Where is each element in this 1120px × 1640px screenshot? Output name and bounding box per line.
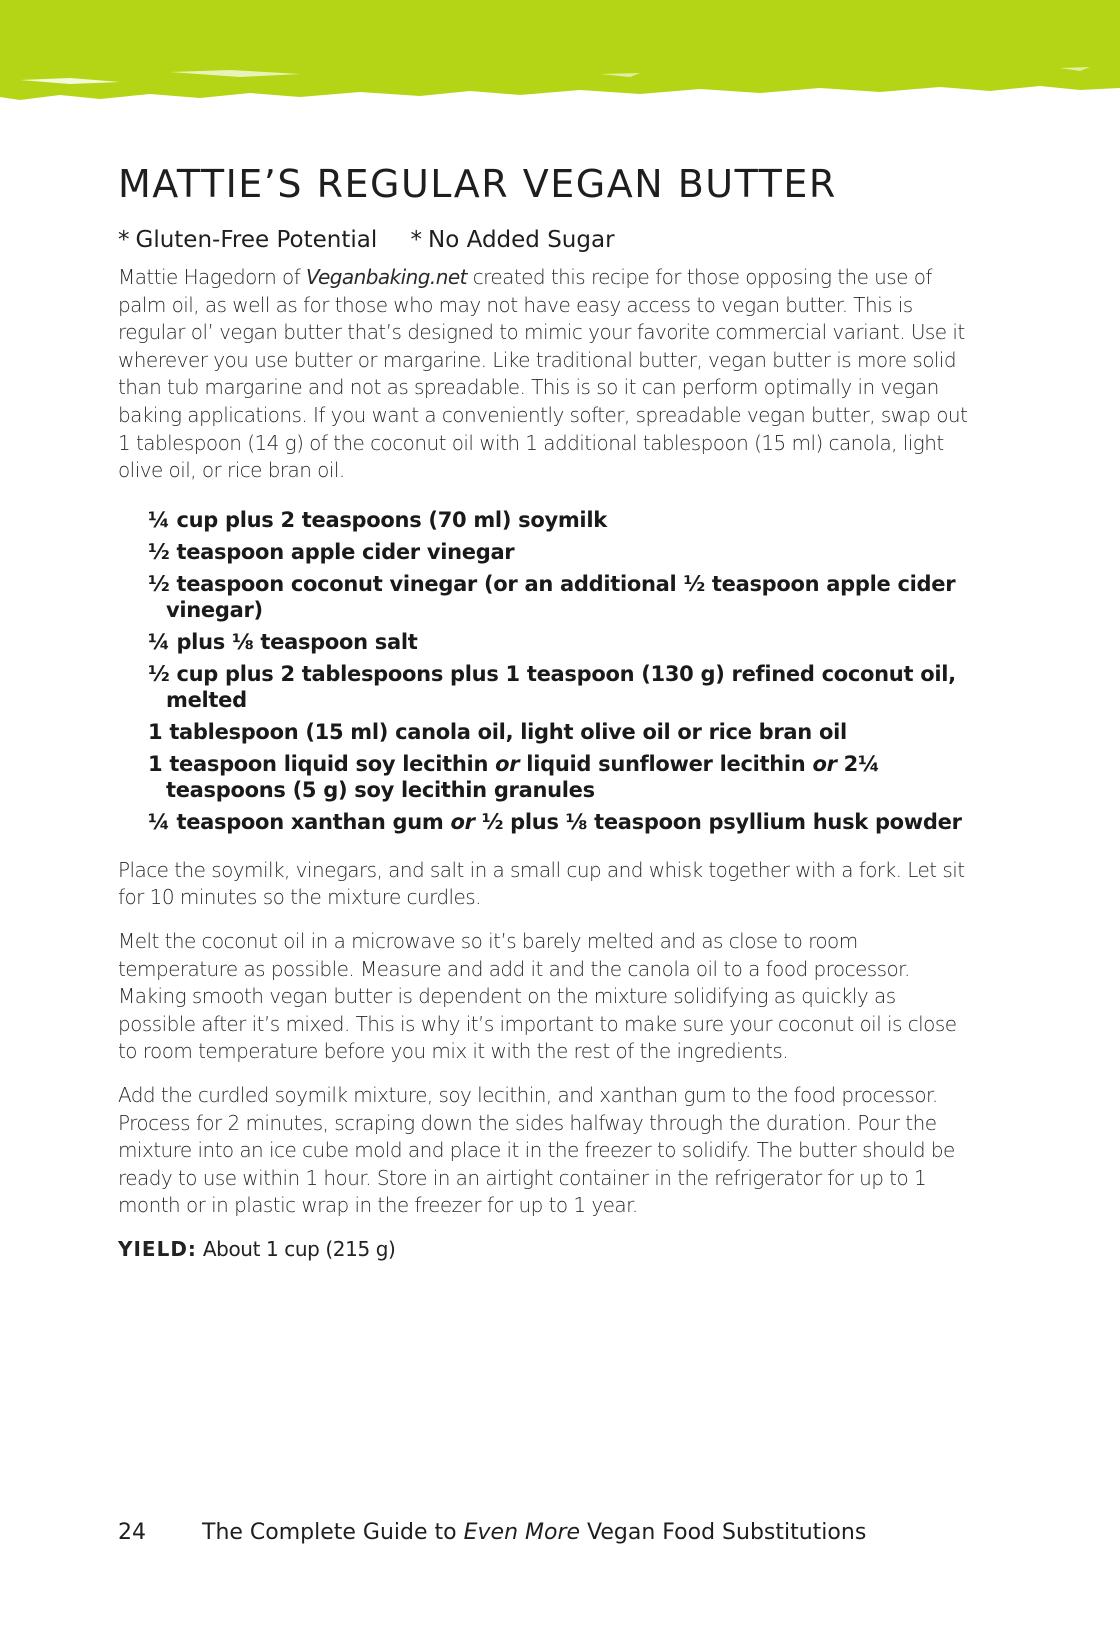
ingredient-item: ½ teaspoon apple cider vinegar — [148, 539, 515, 564]
page-footer — [118, 1520, 866, 1545]
ingredient-item: 1 teaspoon liquid soy lecithin or liquid sunflower lecithin or 2¼ teaspoons (5 g) soy lecithin granules — [148, 751, 880, 802]
ingredient-item: ¼ cup plus 2 teaspoons (70 ml) soymilk — [148, 507, 607, 532]
book-title: The Complete Guide to Even More Vegan Food Substitutions — [202, 1520, 867, 1545]
instruction-step: Place the soymilk, vinegars, and salt in a small cup and whisk together with a fork. Let sit for 10 minutes so the mixture curdles. — [118, 857, 965, 910]
recipe-content — [118, 160, 978, 1263]
brush-stroke-band — [0, 0, 1120, 100]
ingredient-item: ¼ teaspoon xanthan gum or ½ plus ⅛ teaspoon psyllium husk powder — [148, 809, 962, 834]
yield-value: About 1 cup (215 g) — [196, 1236, 396, 1261]
site-name: Veganbaking.net — [306, 265, 467, 289]
ingredient-item: ½ cup plus 2 tablespoons plus 1 teaspoon (130 g) refined coconut oil, melted — [148, 661, 956, 712]
ingredient-item: ¼ plus ⅛ teaspoon salt — [148, 629, 418, 654]
tag-no-added-sugar: * No Added Sugar — [410, 227, 615, 253]
intro-paragraph: Mattie Hagedorn of Veganbaking.net created this recipe for those opposing the use of palm oil, as well as for those who may not have easy access to vegan butter. This is regular ol’ vegan butter that’s designed to mimic your favorite commercial variant. Use it wherever you use butter or margarine. Like traditional butter, vegan butter is more solid than tub margarine and not as spreadable. This is so it can perform optimally in vegan baking applications. If you want a conveniently softer, spreadable vegan butter, swap out 1 tablespoon (14 g) of the coconut oil with 1 additional tablespoon (15 ml) canola, light olive oil, or rice bran oil. — [118, 265, 968, 483]
recipe-tags — [118, 224, 978, 256]
yield-label: YIELD: — [118, 1236, 197, 1261]
tag-gluten-free: * Gluten-Free Potential — [118, 227, 378, 253]
ingredient-item: ½ teaspoon coconut vinegar (or an additional ½ teaspoon apple cider vinegar) — [148, 571, 956, 622]
ingredient-item: 1 tablespoon (15 ml) canola oil, light olive oil or rice bran oil — [148, 719, 847, 744]
recipe-title: MATTIE’S REGULAR VEGAN BUTTER — [118, 162, 837, 206]
ingredient-list — [148, 507, 978, 835]
recipe-yield — [118, 1236, 978, 1263]
star-icon: * — [410, 227, 423, 253]
instruction-step: Melt the coconut oil in a microwave so it’s barely melted and as close to room temperature as possible. Measure and add it and the canola oil to a food processor. Making smooth vegan butter is dependent on the mixture solidifying as quickly as possible after it’s mixed. This is why it’s important to make sure your coconut oil is close to room temperature before you mix it with the rest of the ingredients. — [118, 928, 957, 1064]
header-color-band — [0, 0, 1120, 110]
page-number: 24 — [118, 1520, 146, 1545]
instruction-step: Add the curdled soymilk mixture, soy lecithin, and xanthan gum to the food processor. Process for 2 minutes, scraping down the sides halfway through the duration. Pour the mixture into an ice cube mold and place it in the freezer to solidify. The butter should be ready to use within 1 hour. Store in an airtight container in the refrigerator for up to 1 month or in plastic wrap in the freezer for up to 1 year. — [118, 1082, 955, 1218]
star-icon: * — [118, 227, 130, 253]
